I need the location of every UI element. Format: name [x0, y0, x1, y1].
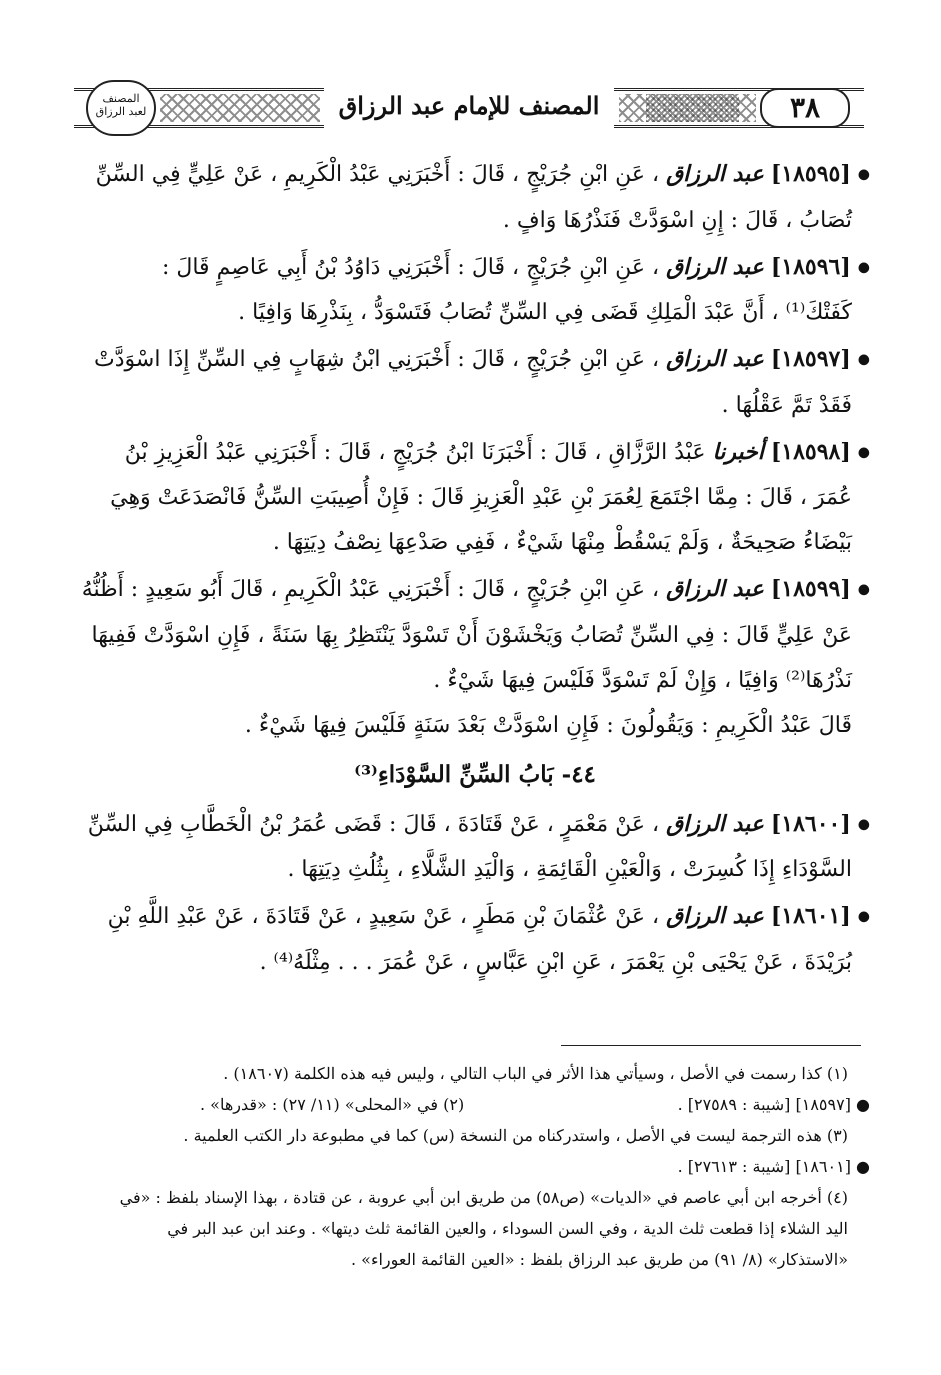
bullet-icon: ●	[857, 259, 870, 275]
bullet-icon: ●	[857, 908, 870, 925]
entry-line	[80, 245, 870, 291]
entry-line: عُمَرَ ، قَالَ : مِمَّا اجْتَمَعَ لِعُمَرَ بْنِ عَبْدِ الْعَزِيزِ قَالَ : فَإِنْ أُصِيبَتِ السِّنُّ فَانْصَدَعَتْ وَهِيَ	[110, 485, 852, 510]
footnote-separator	[561, 1045, 861, 1046]
entry-text: ، عَنِ ابْنِ جُرَيْجٍ ، قَالَ : أَخْبَرَنِي ابْنُ شِهَابٍ فِي السِّنِّ إِذَا اسْوَدَّتْ	[94, 347, 660, 372]
entry-text: ، عَنْ عُثْمَانَ بْنِ مَطَرٍ ، عَنْ سَعِيدٍ ، عَنْ قَتَادَةَ ، عَنْ عَبْدِ اللَّهِ بْنِ	[107, 904, 660, 929]
entry-text: عَبْدُ الرَّزَّاقِ ، قَالَ : أَخْبَرَنَا ابْنُ جُرَيْجٍ ، قَالَ : أَخْبَرَنِي عَبْدُ الْعَزِيزِ بْنُ	[124, 439, 706, 465]
entry-line: كَفَتْكَ⁽¹⁾ ، أَنَّ عَبْدَ الْمَلِكِ قَضَى فِي السِّنِّ تُصَابُ فَتَسْوَدُّ ، بِنَذْرِهَا وَافِيًا .	[238, 300, 852, 325]
bullet-icon: ●	[857, 581, 870, 598]
hadith-entry-18601	[80, 894, 870, 985]
entry-line: بَيْضَاءُ صَحِيحَةٌ ، وَلَمْ يَسْقُطْ مِنْهَا شَيْءٌ ، فَفِي صَدْعِهَا نِصْفُ دِيَتِهَا .	[272, 530, 852, 555]
hadith-entry-18600	[80, 802, 870, 893]
reference-18597: ● [١٨٥٩٧] [شيبة : ٢٧٥٨٩] .	[677, 1095, 870, 1114]
entry-line: عَنْ عَلِيٍّ قَالَ : فِي السِّنِّ تُصَابُ وَيَخْشَوْنَ أَنْ تَسْوَدَّ يَنْتَظِرُ بِهَا سَنَةً ، فَإِنِ اسْوَدَّتْ فَفِيهَا	[91, 622, 852, 648]
footnote-3: (٣) هذه الترجمة ليست في الأصل ، واستدركناه من النسخة (س) كما في مطبوعة دار الكتب العلمية .	[183, 1126, 848, 1145]
entry-number: [١٨٦٠٠]	[770, 810, 851, 837]
page-header	[74, 78, 864, 140]
entry-line	[80, 337, 870, 383]
bullet-icon: ●	[857, 166, 870, 183]
header-ornament-middle	[619, 94, 739, 122]
entry-source: عبد الرزاق	[666, 903, 764, 929]
entry-line: نَذْرُهَا⁽²⁾ وَافِيًا ، وَإِنْ لَمْ تَسْوَدَّ فَلَيْسَ فِيهَا شَيْءٌ .	[433, 667, 852, 693]
entry-line: تُصَابُ ، قَالَ : إِنِ اسْوَدَّتْ فَنَذْرُهَا وَافٍ .	[502, 207, 852, 233]
entry-line: قَالَ عَبْدُ الْكَرِيمِ : وَيَقُولُونَ : فَإِنِ اسْوَدَّتْ بَعْدَ سَنَةٍ فَلَيْسَ فِيهَا شَيْءٌ .	[244, 712, 852, 738]
bullet-icon: ●	[857, 816, 870, 832]
entry-text: ، عَنِ ابْنِ جُرَيْجٍ ، قَالَ : أَخْبَرَنِي عَبْدُ الْكَرِيمِ ، عَنْ عَلِيٍّ فِي السِّنِّ	[95, 162, 660, 187]
page-number: ٣٨	[760, 88, 850, 128]
footnote-4-line-2: اليد الشلاء إذا قطعت ثلث الدية ، وفي السن السوداء ، والعين القائمة ثلث ديتها» . وعند ابن عبد البر في	[167, 1219, 848, 1238]
bullet-icon: ●	[857, 351, 870, 368]
entry-line	[80, 152, 870, 198]
footnote-2: (٢) في «المحلى» (١١/ ٢٧) : «قدرها» .	[200, 1095, 465, 1114]
entry-line: السَّوْدَاءِ إِذَا كُسِرَتْ ، وَالْعَيْنِ الْقَائِمَةِ ، وَالْيَدِ الشَّلَّاءِ ، بِثُلُثِ دِيَتِهَا .	[287, 857, 852, 882]
footnote-row	[80, 1089, 870, 1120]
entry-line	[80, 567, 870, 613]
hadith-entry-18597	[80, 337, 870, 428]
entry-number: [١٨٥٩٨]	[770, 438, 851, 465]
entry-line	[80, 430, 870, 476]
entry-text: ، عَنْ مَعْمَرٍ ، عَنْ قَتَادَةَ ، قَالَ : قَضَى عُمَرُ بْنُ الْخَطَّابِ فِي السِّنِّ	[87, 811, 660, 837]
hadith-entry-18599	[80, 567, 870, 748]
logo-line-1: المصنف	[102, 92, 140, 105]
entry-source: أخبرنا	[712, 438, 764, 465]
reference-18601: ● [١٨٦٠١] [شيبة : ٢٧٦١٣] .	[677, 1157, 870, 1176]
bullet-icon: ●	[857, 444, 870, 460]
running-title: المصنف للإمام عبد الرزاق	[324, 84, 614, 128]
entry-number: [١٨٦٠١]	[770, 903, 851, 929]
chapter-heading: ٤٤- بَابُ السِّنِّ السَّوْدَاءِ⁽³⁾	[354, 760, 596, 788]
entry-source: عبد الرزاق	[666, 161, 764, 187]
entry-text: ، عَنِ ابْنِ جُرَيْجٍ ، قَالَ : أَخْبَرَنِي دَاوُدُ بْنُ أَبِي عَاصِمٍ قَالَ :	[161, 254, 660, 280]
header-ornament-left	[160, 94, 320, 122]
entry-line: فَقَدْ تَمَّ عَقْلُهَا .	[721, 392, 852, 418]
hadith-entry-18598	[80, 430, 870, 566]
entry-number: [١٨٥٩٩]	[770, 576, 851, 602]
hadith-entry-18595	[80, 152, 870, 243]
entry-source: عبد الرزاق	[666, 346, 764, 372]
entry-line	[80, 802, 870, 848]
entry-text: ، عَنِ ابْنِ جُرَيْجٍ ، قَالَ : أَخْبَرَنِي عَبْدُ الْكَرِيمِ ، قَالَ أَبُو سَعِيدٍ : أَظُنُّهُ	[81, 577, 660, 602]
entry-number: [١٨٥٩٧]	[770, 346, 851, 372]
footnotes	[80, 1058, 870, 1275]
entry-number: [١٨٥٩٥]	[770, 161, 851, 187]
entry-source: عبد الرزاق	[666, 810, 764, 837]
footnote-4-line-1: (٤) أخرجه ابن أبي عاصم في «الديات» (ص٥٨) من طريق ابن أبي عروبة ، عن قتادة ، بهذا الإسناد بلفظ : «في	[119, 1188, 848, 1207]
hadith-entry-18596	[80, 245, 870, 336]
entry-line: بُرَيْدَةَ ، عَنْ يَحْيَى بْنِ يَعْمَرَ ، عَنِ ابْنِ عَبَّاسٍ ، عَنْ عُمَرَ . . . مِثْلَهُ⁽⁴⁾ .	[259, 949, 852, 975]
footnote-1: (١) كذا رسمت في الأصل ، وسيأتي هذا الأثر في الباب التالي ، وليس فيه هذه الكلمة (١٨٦٠٧) .	[223, 1064, 848, 1083]
entry-line	[80, 894, 870, 940]
entry-source: عبد الرزاق	[666, 576, 764, 602]
book-logo	[86, 80, 156, 136]
logo-line-2: لعبد الرزاق	[95, 105, 147, 118]
entry-source: عبد الرزاق	[666, 253, 764, 280]
entry-number: [١٨٥٩٦]	[770, 253, 851, 280]
footnote-4-line-3: «الاستذكار» (٨/ ٩١) من طريق عبد الرزاق بلفظ : «العين القائمة العوراء» .	[350, 1250, 848, 1269]
main-text	[80, 152, 870, 987]
